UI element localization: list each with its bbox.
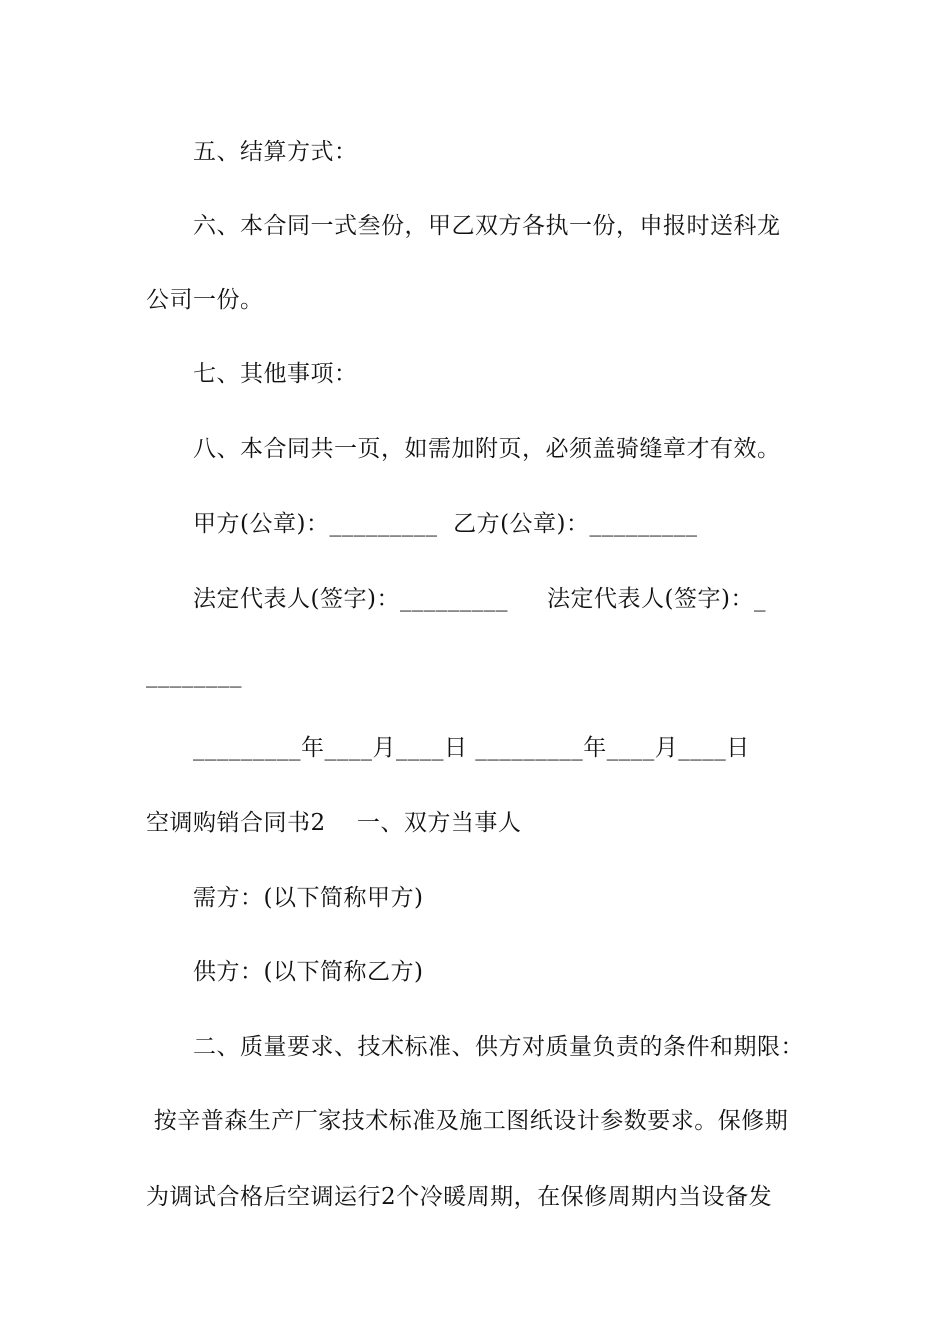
buyer-line: 需方：(以下简称甲方) xyxy=(193,885,424,911)
party-seals-line: 甲方(公章)：_________ 乙方(公章)：_________ xyxy=(193,511,698,537)
quality-paragraph-line-2: 为调试合格后空调运行2个冷暖周期，在保修周期内当设备发 xyxy=(146,1184,773,1210)
clause-5-settlement: 五、结算方式： xyxy=(193,139,358,165)
clause-6-copies: 六、本合同一式叁份，甲乙双方各执一份，申报时送科龙 xyxy=(193,213,781,239)
supplier-line: 供方：(以下简称乙方) xyxy=(193,959,424,985)
quality-paragraph-line-1: 按辛普森生产厂家技术标准及施工图纸设计参数要求。保修期 xyxy=(146,1108,789,1134)
contract-2-title: 空调购销合同书2 一、双方当事人 xyxy=(146,810,522,836)
clause-8-pages: 八、本合同共一页，如需加附页，必须盖骑缝章才有效。 xyxy=(193,436,781,462)
section-2-quality-heading: 二、质量要求、技术标准、供方对质量负责的条件和期限： xyxy=(193,1034,804,1060)
legal-representative-line: 法定代表人(签字)：_________ 法定代表人(签字)：_ xyxy=(193,586,766,612)
legal-representative-continuation: ________ xyxy=(146,662,242,688)
clause-6-continuation: 公司一份。 xyxy=(146,287,264,313)
signature-dates-line: _________年____月____日 _________年____月____日 xyxy=(193,735,750,761)
clause-7-other-matters: 七、其他事项： xyxy=(193,361,358,387)
